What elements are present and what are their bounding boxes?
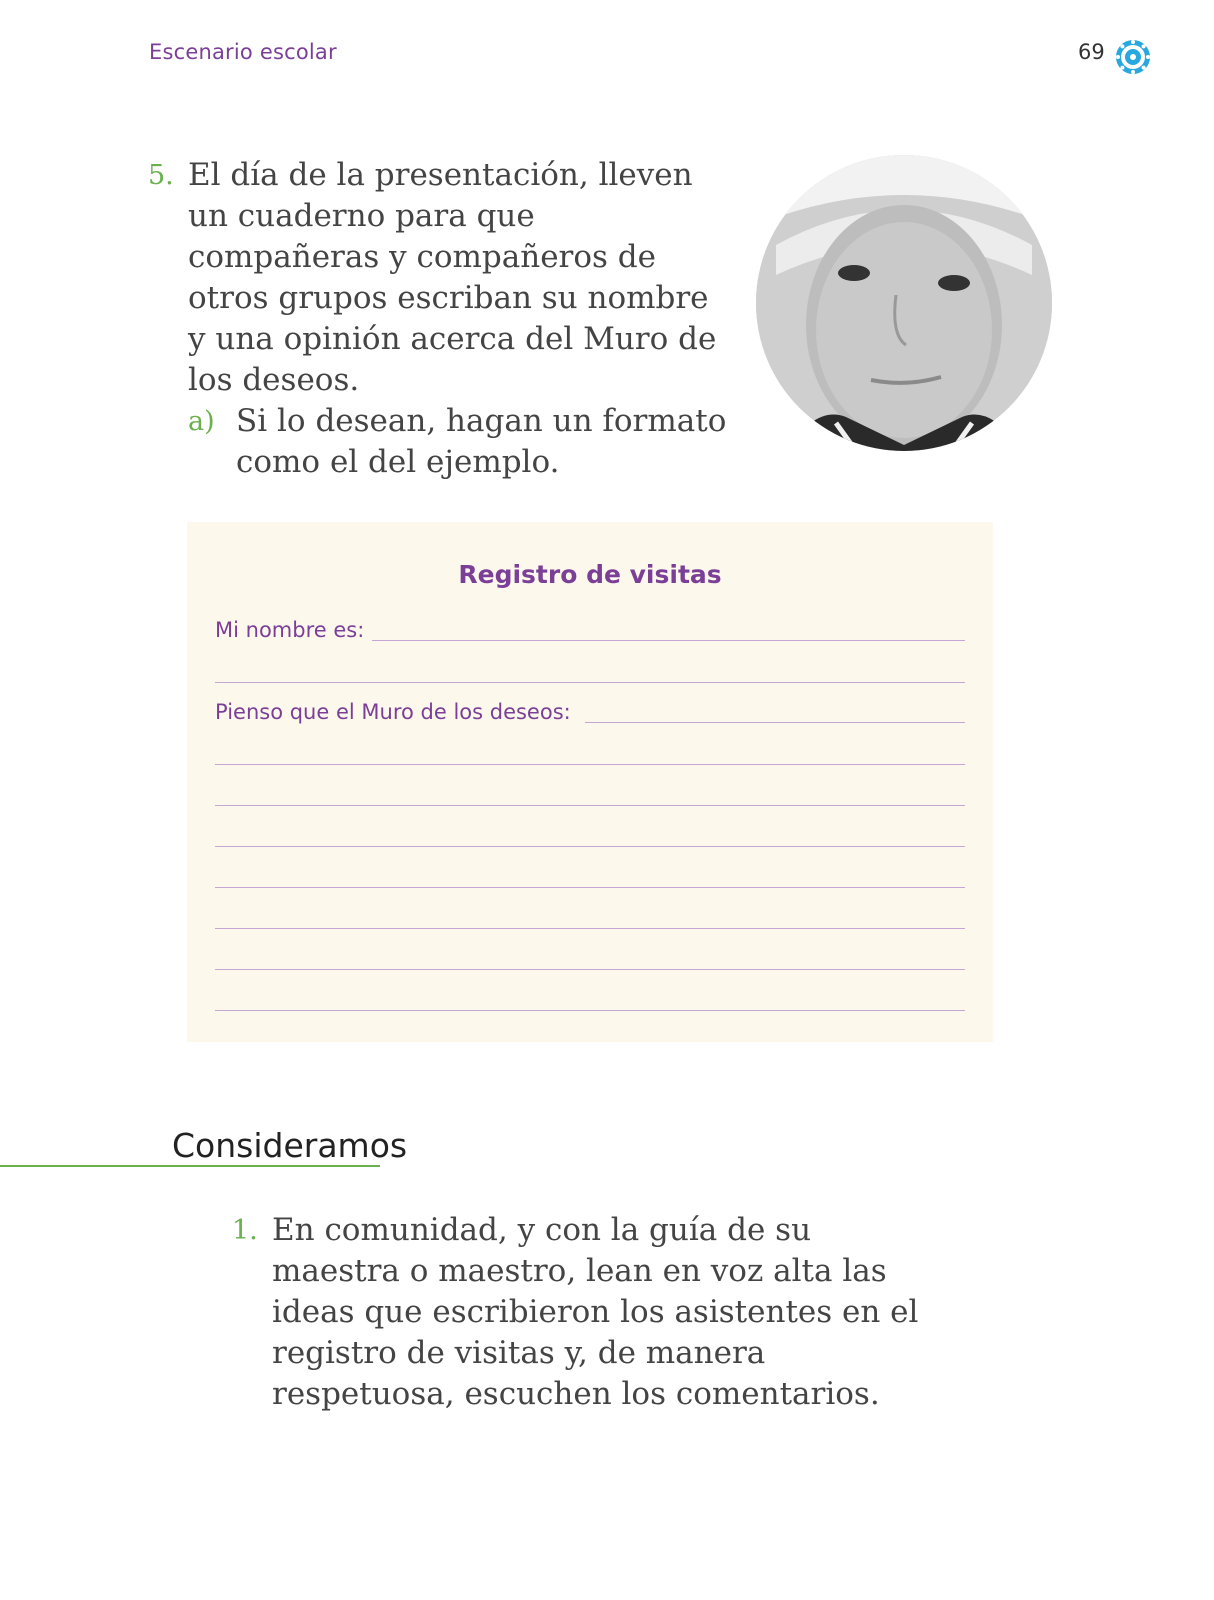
page-number: 69 xyxy=(1078,40,1105,64)
running-header: Escenario escolar xyxy=(149,40,337,64)
opinion-line[interactable] xyxy=(585,722,965,723)
writing-line[interactable] xyxy=(215,682,965,683)
opinion-label: Pienso que el Muro de los deseos: xyxy=(215,700,577,724)
writing-line[interactable] xyxy=(215,969,965,970)
child-portrait-photo xyxy=(756,155,1052,451)
activity-item-1 xyxy=(232,1210,932,1415)
writing-line[interactable] xyxy=(215,805,965,806)
writing-line[interactable] xyxy=(215,1010,965,1011)
activity-item-5 xyxy=(148,155,728,483)
writing-line[interactable] xyxy=(215,887,965,888)
item-number: 1. xyxy=(232,1215,258,1246)
item-text: El día de la presentación, lleven un cuaderno para que compañeras y compañeros de otros grupos escriban su nombre y una opinión acerca del Muro de los deseos. xyxy=(188,157,717,398)
item-number: 5. xyxy=(148,160,174,191)
sub-item-text: Si lo desean, hagan un formato como el del ejemplo. xyxy=(236,403,727,480)
sub-item-label: a) xyxy=(188,406,215,437)
name-line[interactable] xyxy=(372,640,965,641)
snowflake-emblem-icon xyxy=(1114,38,1152,76)
visitor-log-card xyxy=(187,522,993,1042)
writing-line[interactable] xyxy=(215,764,965,765)
writing-line[interactable] xyxy=(215,846,965,847)
writing-line[interactable] xyxy=(215,928,965,929)
sub-item-a xyxy=(188,401,728,483)
section-underline xyxy=(0,1165,380,1167)
item-text: En comunidad, y con la guía de su maestra o maestro, lean en voz alta las ideas que escribieron los asistentes en el registro de visitas y, de manera respetuosa, escuchen los comentarios. xyxy=(272,1212,919,1412)
name-label: Mi nombre es: xyxy=(215,618,370,642)
card-title: Registro de visitas xyxy=(458,560,722,589)
section-title: Consideramos xyxy=(172,1126,408,1165)
